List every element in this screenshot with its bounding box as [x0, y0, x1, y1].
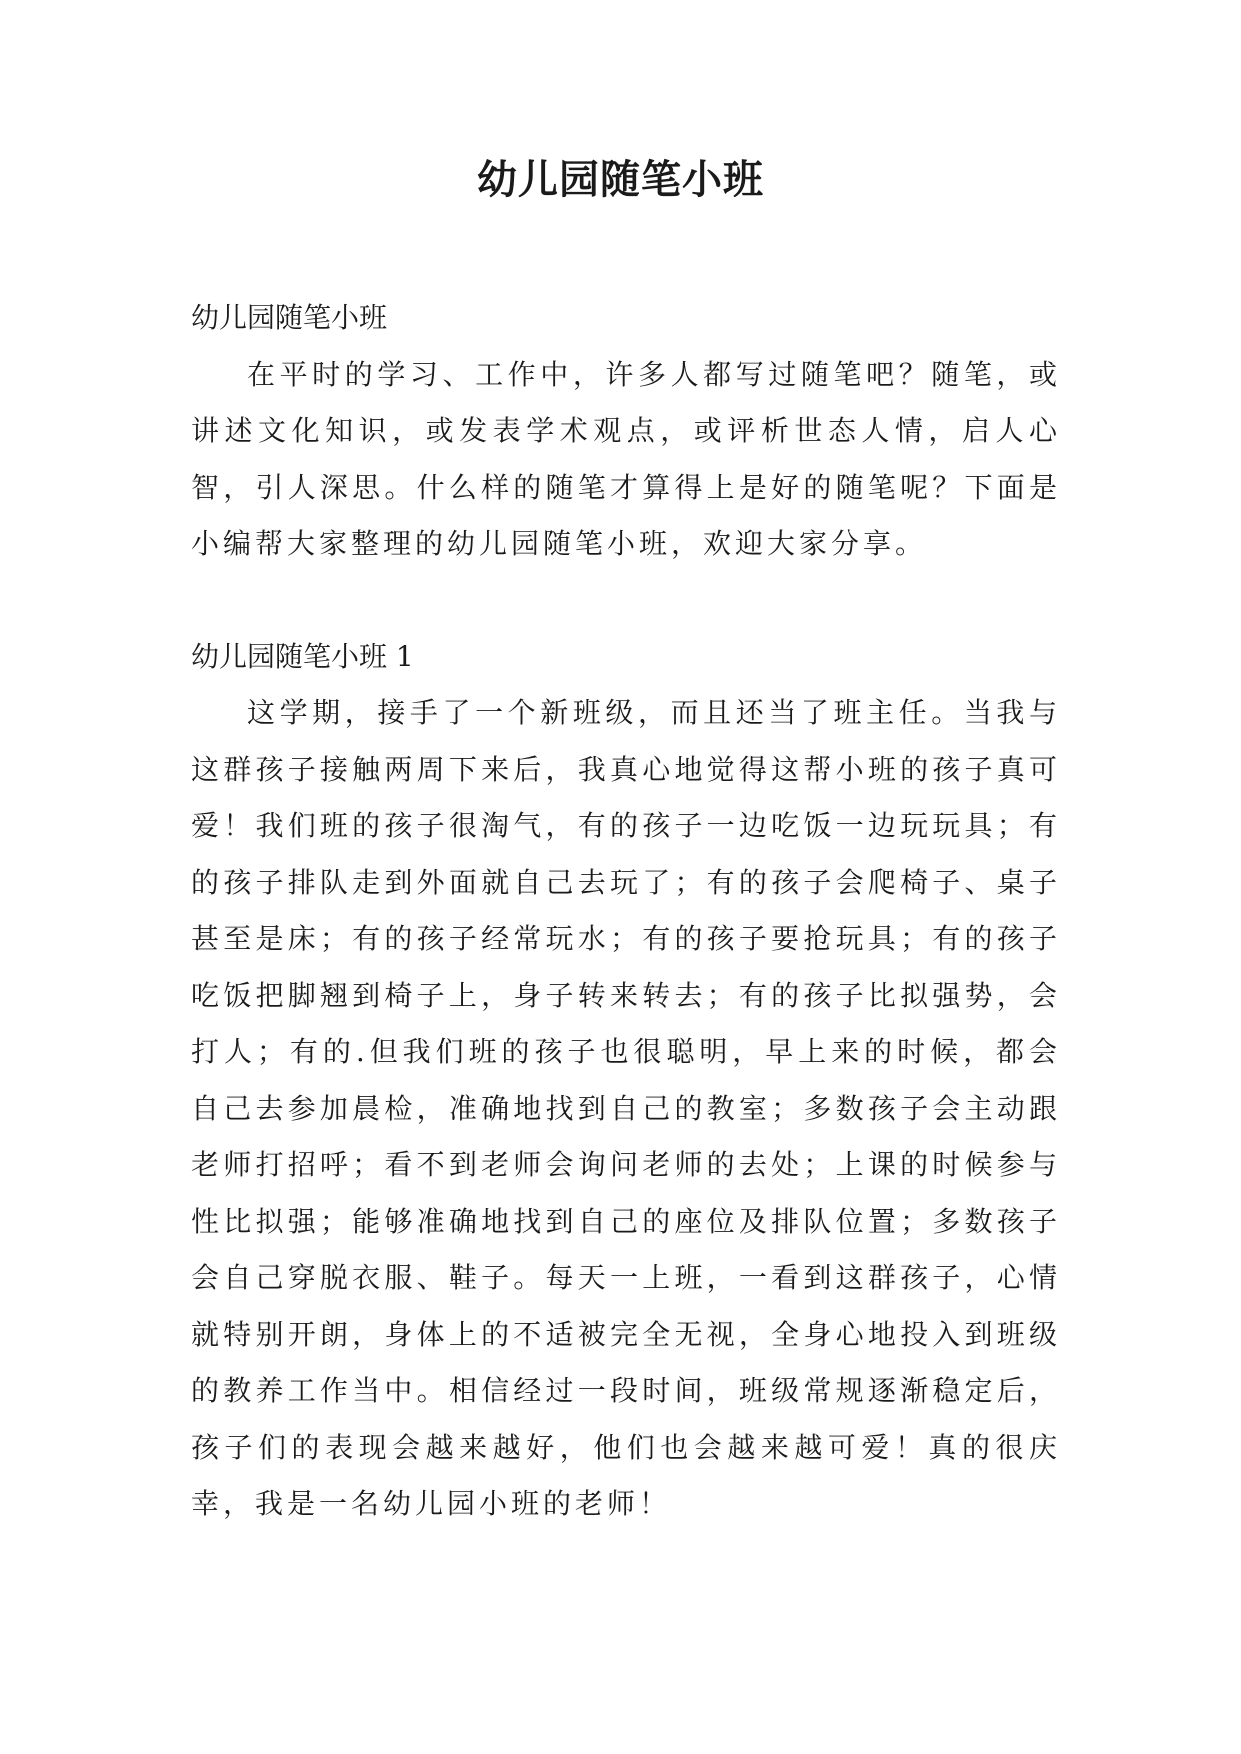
document-title: 幼儿园随笔小班 [477, 156, 764, 203]
section-1-paragraph: 这学期，接手了一个新班级，而且还当了班主任。当我与这群孩子接触两周下来后，我真心地觉得这帮小班的孩子真可爱！我们班的孩子很淘气，有的孩子一边吃饭一边玩玩具；有的孩子排队走到外面就自己去玩了；有的孩子会爬椅子、桌子甚至是床；有的孩子经常玩水；有的孩子要抢玩具；有的孩子吃饭把脚翘到椅子上，身子转来转去；有的孩子比拟强势，会打人；有的.但我们班的孩子也很聪明，早上来的时候，都会自己去参加晨检，准确地找到自己的教室；多数孩子会主动跟老师打招呼；看不到老师会询问老师的去处；上课的时候参与性比拟强；能够准确地找到自己的座位及排队位置；多数孩子会自己穿脱衣服、鞋子。每天一上班，一看到这群孩子，心情就特别开朗，身体上的不适被完全无视，全身心地投入到班级的教养工作当中。相信经过一段时间，班级常规逐渐稳定后，孩子们的表现会越来越好，他们也会越来越可爱！真的很庆幸，我是一名幼儿园小班的老师！ [191, 696, 1061, 1520]
document-body [191, 290, 1061, 1533]
intro-paragraph: 在平时的学习、工作中，许多人都写过随笔吧？随笔，或讲述文化知识，或发表学术观点，或评析世态人情，启人心智，引人深思。什么样的随笔才算得上是好的随笔呢？下面是小编帮大家整理的幼儿园随笔小班，欢迎大家分享。 [191, 357, 1061, 560]
section-1-heading: 幼儿园随笔小班 1 [191, 639, 414, 673]
section-spacer [191, 573, 1061, 629]
intro-heading: 幼儿园随笔小班 [191, 301, 388, 334]
